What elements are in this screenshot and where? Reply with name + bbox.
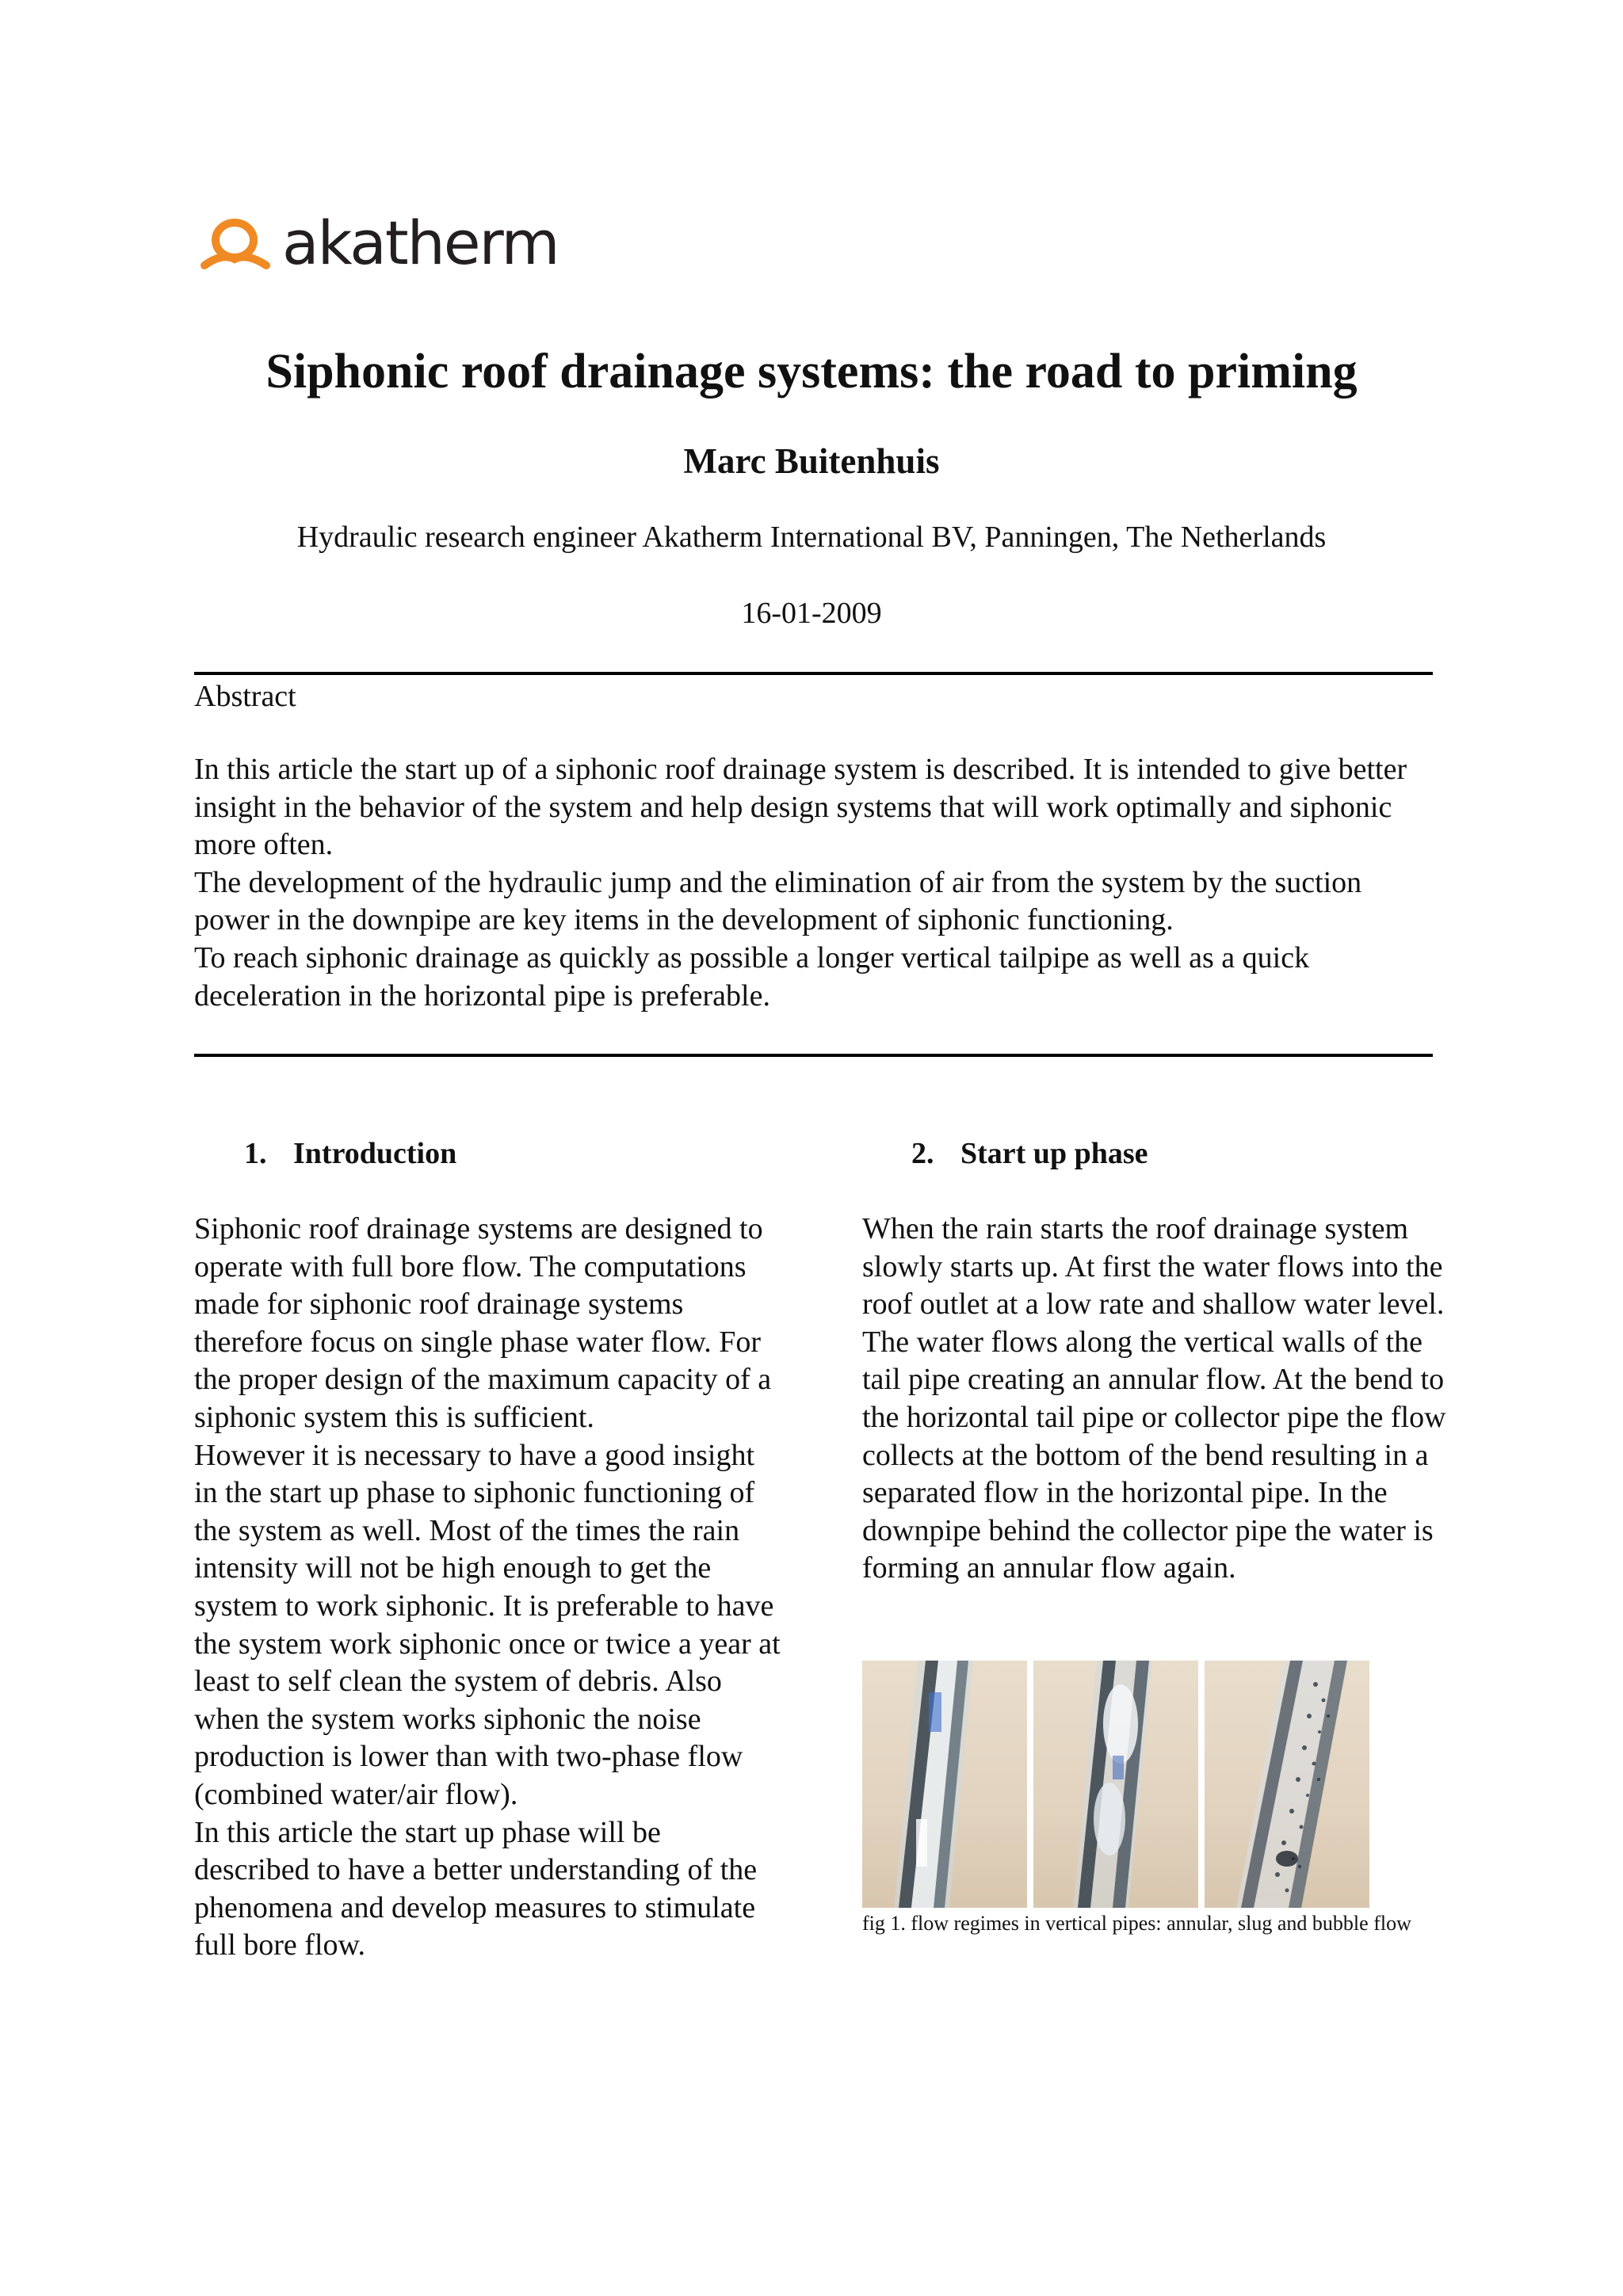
- logo-wordmark: akatherm: [282, 208, 559, 278]
- akatherm-logo: [198, 208, 559, 279]
- start-up-phase-body: [862, 1211, 1449, 1588]
- akatherm-logo-icon: [198, 215, 274, 272]
- slug-flow-photo: [1033, 1661, 1198, 1908]
- publication-date: 16-01-2009: [741, 597, 882, 630]
- abstract-paragraph: In this article the start up of a siphonic roof drainage system is described. It is intended to give better insight in the behavior of the system and help design systems that will work optimally and siphonic more often.: [194, 753, 1407, 862]
- abstract-bottom-rule: [194, 1054, 1433, 1057]
- body-paragraph: However it is necessary to have a good insight in the start up phase to siphonic functioning of the system as well. Most of the times the rain intensity will not be high enough to get the system to work siphonic. It is preferable to have the system work siphonic once or twice a year at least to self clean the system of debris. Also when the system works siphonic the noise production is lower than with two-phase flow (combined water/air flow).: [194, 1438, 781, 1811]
- section-number: 2.: [911, 1137, 934, 1170]
- section-title: Start up phase: [960, 1137, 1148, 1170]
- flow-regimes-figure: [862, 1661, 1369, 1908]
- abstract-body: [194, 751, 1438, 1015]
- author-name: Marc Buitenhuis: [683, 441, 940, 481]
- body-paragraph: Siphonic roof drainage systems are designed to operate with full bore flow. The computations made for siphonic roof drainage systems therefore focus on single phase water flow. For the proper design of the maximum capacity of a siphonic system this is sufficient.: [194, 1212, 772, 1434]
- section-title: Introduction: [293, 1137, 457, 1170]
- abstract-top-rule: [194, 672, 1433, 675]
- annular-flow-photo: [862, 1661, 1027, 1908]
- figure-caption: fig 1. flow regimes in vertical pipes: annular, slug and bubble flow: [862, 1912, 1411, 1935]
- body-paragraph: In this article the start up phase will be described to have a better understanding of the phenomena and develop measures to stimulate full bore flow.: [194, 1815, 758, 1962]
- section-number: 1.: [244, 1137, 267, 1170]
- section-heading-introduction: [244, 1135, 456, 1173]
- author-affiliation: Hydraulic research engineer Akatherm International BV, Panningen, The Netherlands: [296, 521, 1327, 554]
- introduction-body: [194, 1211, 781, 1965]
- paper-title: Siphonic roof drainage systems: the road to priming: [265, 345, 1358, 399]
- abstract-paragraph: To reach siphonic drainage as quickly as possible a longer vertical tailpipe as well as a quick deceleration in the horizontal pipe is preferable.: [194, 940, 1310, 1013]
- abstract-paragraph: The development of the hydraulic jump and the elimination of air from the system by the suction power in the downpipe are key items in the development of siphonic functioning.: [194, 865, 1362, 937]
- abstract-heading: Abstract: [194, 680, 296, 713]
- body-paragraph: When the rain starts the roof drainage system slowly starts up. At first the water flows into the roof outlet at a low rate and shallow water level. The water flows along the vertical walls of the tail pipe creating an annular flow. At the bend to the horizontal tail pipe or collector pipe the flow collects at the bottom of the bend resulting in a separated flow in the horizontal pipe. In the downpipe behind the collector pipe the water is forming an annular flow again.: [862, 1212, 1446, 1585]
- section-heading-start-up-phase: [911, 1135, 1148, 1173]
- bubble-flow-photo: [1205, 1661, 1369, 1908]
